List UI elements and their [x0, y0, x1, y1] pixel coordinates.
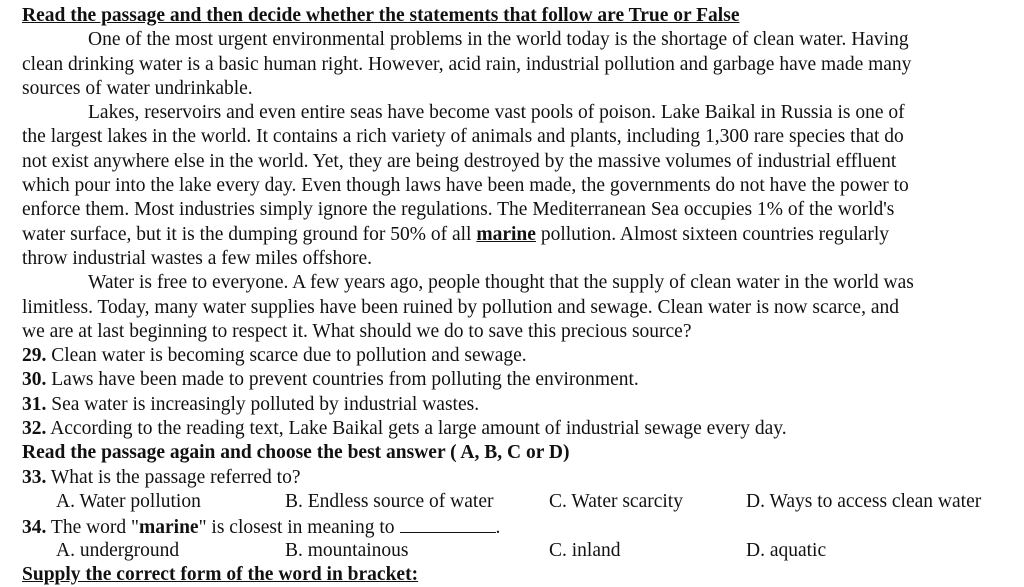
question-number: 33. — [22, 466, 47, 488]
passage-line: clean drinking water is a basic human right. However, acid rain, industrial pollution and garbage have made many — [22, 53, 912, 75]
passage-line: limitless. Today, many water supplies have been ruined by pollution and sewage. Clean water is now scarce, and — [22, 296, 899, 318]
question-text: " is closest in meaning to — [198, 517, 395, 539]
marine-keyword: marine — [139, 517, 199, 539]
question-number: 30. — [22, 369, 47, 391]
option-c[interactable]: C. inland — [549, 539, 621, 561]
statement-text: Clean water is becoming scarce due to pollution and sewage. — [51, 345, 527, 367]
passage-line: One of the most urgent environmental problems in the world today is the shortage of clean water. Having — [88, 29, 909, 51]
passage-line — [22, 223, 1024, 247]
option-a[interactable]: A. Water pollution — [56, 490, 201, 512]
question-number: 32. — [22, 418, 47, 440]
statement-32 — [22, 417, 1024, 441]
passage-line: enforce them. Most industries simply ignore the regulations. The Mediterranean Sea occupies 1% of the world's — [22, 199, 895, 221]
question-33-options — [22, 490, 1024, 514]
question-34-options — [22, 539, 1024, 563]
passage-text: water surface, but it is the dumping ground for 50% of all — [22, 223, 477, 245]
statement-30 — [22, 368, 1024, 392]
marine-keyword: marine — [476, 223, 536, 245]
option-b[interactable]: B. Endless source of water — [285, 490, 494, 512]
passage-line: we are at last beginning to respect it. What should we do to save this precious source? — [22, 320, 692, 342]
question-number: 31. — [22, 393, 47, 415]
word-form-heading: Supply the correct form of the word in bracket: — [22, 563, 419, 585]
option-c[interactable]: C. Water scarcity — [549, 490, 683, 512]
passage-line: not exist anywhere else in the world. Yet, they are being destroyed by the massive volumes of industrial effluent — [22, 150, 897, 172]
statement-text: Laws have been made to prevent countries from polluting the environment. — [51, 369, 639, 391]
passage-line: the largest lakes in the world. It contains a rich variety of animals and plants, including 1,300 rare species that do — [22, 126, 904, 148]
question-34 — [22, 514, 1024, 538]
passage-line: Lakes, reservoirs and even entire seas have become vast pools of poison. Lake Baikal in Russia is one of — [88, 102, 905, 124]
statement-31 — [22, 393, 1024, 417]
worksheet-page — [22, 4, 1024, 587]
question-end: . — [495, 517, 501, 539]
answer-blank[interactable] — [400, 514, 496, 533]
reading-passage — [22, 28, 1024, 344]
passage-line: Water is free to everyone. A few years ago, people thought that the supply of clean water in the world was — [88, 272, 914, 294]
passage-line: sources of water undrinkable. — [22, 77, 253, 99]
statement-text: According to the reading text, Lake Baikal gets a large amount of industrial sewage every day. — [50, 418, 787, 440]
passage-text: pollution. Almost sixteen countries regularly — [535, 223, 890, 245]
option-d[interactable]: D. aquatic — [746, 539, 827, 561]
true-false-heading: Read the passage and then decide whether the statements that follow are True or False — [22, 5, 740, 26]
passage-line: throw industrial wastes a few miles offshore. — [22, 247, 373, 269]
statement-29 — [22, 344, 1024, 368]
statement-text: Sea water is increasingly polluted by industrial wastes. — [51, 393, 480, 415]
multiple-choice-heading: Read the passage again and choose the best answer ( A, B, C or D) — [22, 442, 570, 464]
question-text: What is the passage referred to? — [50, 466, 301, 488]
option-b[interactable]: B. mountainous — [285, 539, 409, 561]
option-d[interactable]: D. Ways to access clean water — [746, 490, 982, 512]
question-33 — [22, 466, 1024, 490]
question-number: 34. — [22, 517, 47, 539]
passage-line: which pour into the lake every day. Even though laws have been made, the governments do not have the power to — [22, 175, 909, 197]
option-a[interactable]: A. underground — [56, 539, 180, 561]
statement-list — [22, 344, 1024, 441]
question-text: The word " — [50, 517, 140, 539]
question-number: 29. — [22, 345, 47, 367]
